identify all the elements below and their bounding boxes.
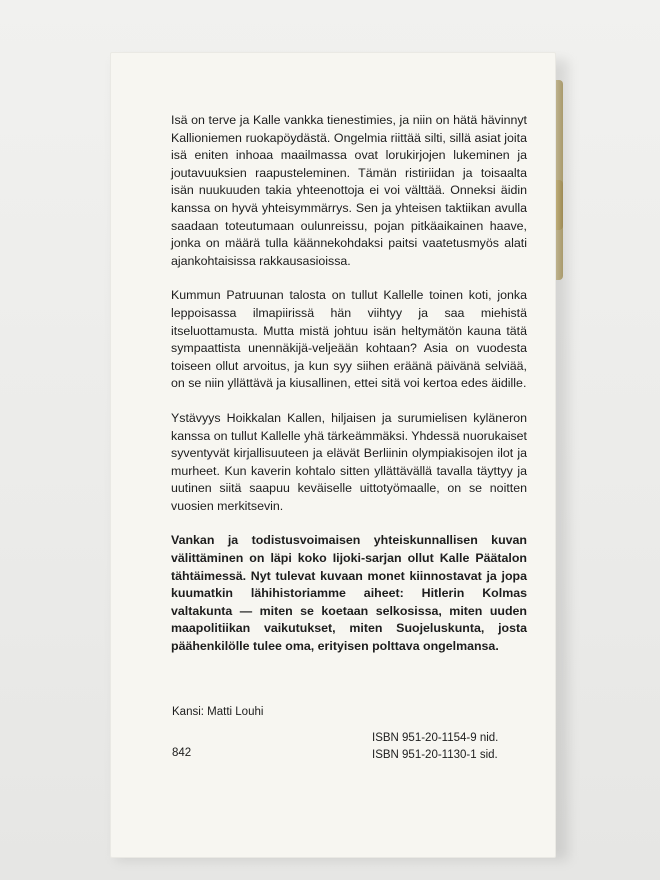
product-code: 842 <box>172 747 192 759</box>
blurb-paragraph-3: Ystävyys Hoikkalan Kallen, hiljaisen ja surumielisen kyläneron kanssa on tullut Kallelle yhä tärkeämmäksi. Yhdessä nuorukaiset syventyvät kirjallisuuteen ja elävät Berliinin olympiakisojen ilot ja murheet. Kun kaverin kohtalo sitten yllättävällä tavalla täyttyy ja uutinen siitä saapuu keväiselle uittotyömaalle, on se noitten vuosien merkitsevin. <box>171 410 527 513</box>
blurb-paragraph-2: Kummun Patruunan talosta on tullut Kallelle toinen koti, jonka leppoisassa ilmapiirissä hän viihtyy ja saa miehistä itseluottamusta. Mutta mistä johtuu isän heltymätön kauna tätä sympaattista unennäkijä-veljeään kohtaan? Asia on vuodesta toiseen ollut arvoitus, ja kun syy siihen eräänä päivänä selviää, on se niin yllättävä ja kiusallinen, ettei sitä voi kertoa edes äidille. <box>171 288 527 391</box>
isbn-hardcover: ISBN 951-20-1130-1 sid. <box>372 749 498 761</box>
back-cover-text <box>171 112 527 656</box>
cover-credit: Kansi: Matti Louhi <box>172 706 264 718</box>
isbn-block <box>372 730 498 764</box>
blurb-paragraph-4: Vankan ja todistusvoimaisen yhteiskunnallisen kuvan välittäminen on läpi koko Iijoki-sarjan ollut Kalle Päätalon tähtäimessä. Nyt tulevat kuvaan monet kiinnostavat ja jopa kuumatkin lähihistoriamme aiheet: Hitlerin Kolmas valtakunta — miten se koetaan selkosissa, miten uuden maapolitiikan vaikutukset, miten Suojeluskunta, josta päähenkilölle tulee oma, erityisen polttava ongelmansa. <box>171 533 527 654</box>
blurb-paragraph-1: Isä on terve ja Kalle vankka tienestimies, ja niin on hätä hävinnyt Kallioniemen ruokapöydästä. Ongelmia riittää silti, sillä asiat joita isä eniten inhoaa maailmassa ovat lorukirjojen lukeminen ja joutavuuksien raapusteleminen. Tämän ristiriidan ja toisaalta isän nuukuuden takia yhteenottoja ei voi välttää. Onneksi äidin kanssa on hyvä yhteisymmärrys. Sen ja yhteisen taktiikan avulla saadaan toteutumaan oulunreissu, pojan pitkäaikainen haave, jonka on määrä tulla käännekohdaksi paitsi vaatetusmyös alati ajankohtaisissa rakkausasioissa. <box>171 113 527 268</box>
isbn-paperback: ISBN 951-20-1154-9 nid. <box>372 732 499 744</box>
